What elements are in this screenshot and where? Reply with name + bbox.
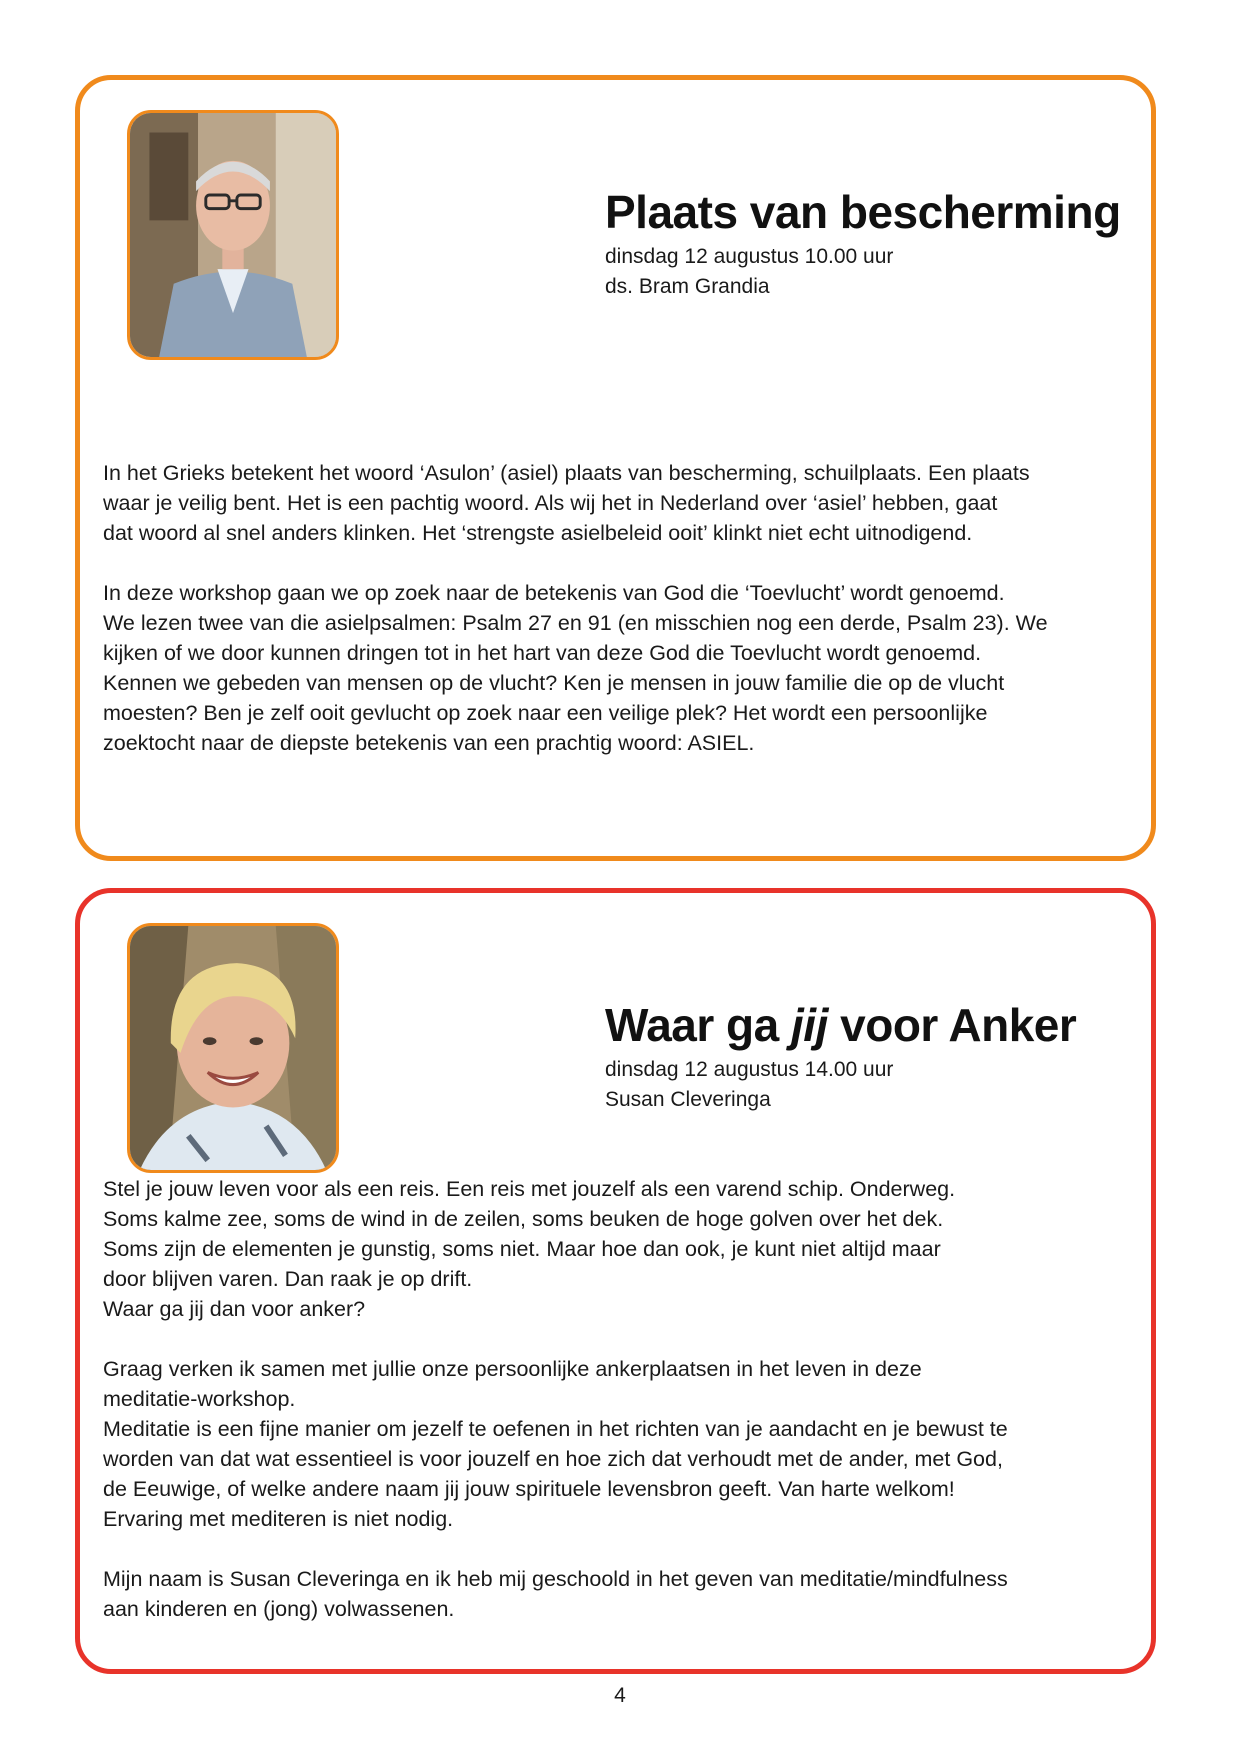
workshop-meta [605,1055,893,1115]
speaker-photo-susan-cleveringa [127,923,339,1173]
speaker-photo-bram-grandia [127,110,339,360]
workshop-speaker: Susan Cleveringa [605,1088,771,1111]
workshop-date: dinsdag 12 augustus 10.00 uur [605,245,894,268]
workshop-speaker: ds. Bram Grandia [605,275,770,298]
workshop-date: dinsdag 12 augustus 14.00 uur [605,1058,894,1081]
workshop-meta [605,242,893,302]
workshop-description [103,458,1133,758]
workshop-title: Waar ga jij voor Anker [605,999,1077,1051]
workshop-card-waar-ga-jij-voor-anker [75,888,1156,1674]
paragraph: Mijn naam is Susan Cleveringa en ik heb mij geschoold in het geven van meditatie/mindfulness aan kinderen en (jong) volwassenen. [103,1567,1008,1621]
paragraph: Graag verken ik samen met jullie onze persoonlijke ankerplaatsen in het leven in deze meditatie-workshop. Meditatie is een fijne manier om jezelf te oefenen in het richten van je aandacht en je bewust te worden van dat wat essentieel is voor jouzelf en hoe zich dat verhoudt met de ander, met God, de Eeuwige, of welke andere naam jij jouw spirituele levensbron geeft. Van harte welkom! Ervaring met mediteren is niet nodig. [103,1357,1008,1531]
workshop-description [103,1174,1133,1624]
workshop-title: Plaats van bescherming [605,186,1121,238]
paragraph: In deze workshop gaan we op zoek naar de betekenis van God die ‘Toevlucht’ wordt genoemd. We lezen twee van die asielpsalmen: Psalm 27 en 91 (en misschien nog een derde, Psalm 23). We kijken of we door kunnen dringen tot in het hart van deze God die Toevlucht wordt genoemd. Kennen we gebeden van mensen op de vlucht? Ken je mensen in jouw familie die op de vlucht moesten? Ben je zelf ooit gevlucht op zoek naar een veilige plek? Het wordt een persoonlijke zoektocht naar de diepste betekenis van een prachtig woord: ASIEL. [103,581,1048,755]
paragraph: In het Grieks betekent het woord ‘Asulon’ (asiel) plaats van bescherming, schuilplaats. Een plaats waar je veilig bent. Het is een pachtig woord. Als wij het in Nederland over ‘asiel’ hebben, gaat dat woord al snel anders klinken. Het ‘strengste asielbeleid ooit’ klinkt niet echt uitnodigend. [103,461,1030,545]
workshop-card-plaats-van-bescherming [75,75,1156,861]
paragraph: Stel je jouw leven voor als een reis. Een reis met jouzelf als een varend schip. Onderweg. Soms kalme zee, soms de wind in de zeilen, soms beuken de hoge golven over het dek. Soms zijn de elementen je gunstig, soms niet. Maar hoe dan ook, je kunt niet altijd maar door blijven varen. Dan raak je op drift. Waar ga jij dan voor anker? [103,1177,956,1321]
page-number: 4 [614,1684,626,1707]
